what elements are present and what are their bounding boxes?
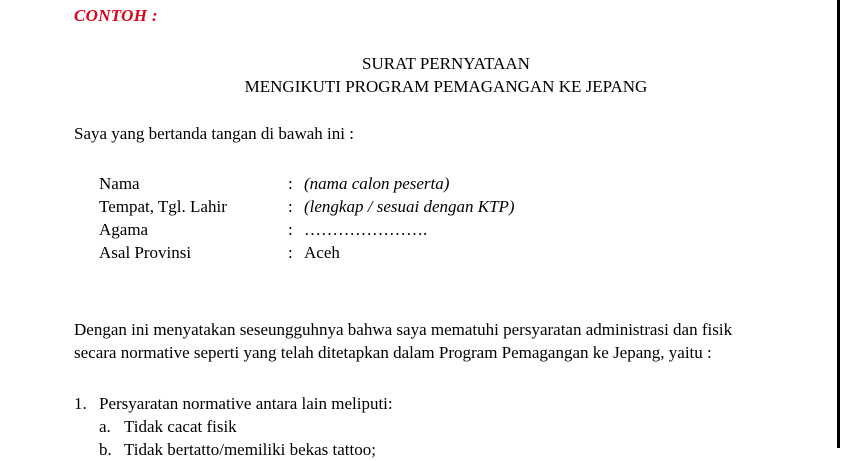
statement-line-2: secara normative seperti yang telah ditetapkan dalam Program Pemagangan ke Jepang, yaitu : [74,343,712,362]
list-text: Persyaratan normative antara lain meliputi: [99,394,393,413]
field-value: (lengkap / sesuai dengan KTP) [304,197,515,216]
field-label: Nama [99,174,140,193]
field-label: Agama [99,220,149,239]
field-label: Asal Provinsi [99,243,192,262]
example-label: CONTOH : [74,6,158,25]
subitem-letter: b. [99,440,112,459]
subitem-letter: a. [99,417,111,436]
title-line-2: MENGIKUTI PROGRAM PEMAGANGAN KE JEPANG [244,77,648,96]
field-value: Aceh [304,243,340,262]
field-value: (nama calon peserta) [304,174,450,193]
field-label: Tempat, Tgl. Lahir [99,197,227,216]
field-colon: : [288,220,293,239]
subitem-text: Tidak cacat fisik [124,417,237,436]
subitem-text: Tidak bertatto/memiliki bekas tattoo; [124,440,376,459]
field-colon: : [288,243,293,262]
field-colon: : [288,197,293,216]
list-number: 1. [74,394,87,413]
document-title [0,52,852,98]
intro-text: Saya yang bertanda tangan di bawah ini : [74,124,354,143]
field-colon: : [288,174,293,193]
statement-paragraph [74,318,792,364]
statement-line-1: Dengan ini menyatakan seseungguhnya bahwa saya mematuhi persyaratan administrasi dan fisik [74,320,733,339]
field-value: …………………. [304,220,428,239]
title-line-1: SURAT PERNYATAAN [362,54,530,73]
